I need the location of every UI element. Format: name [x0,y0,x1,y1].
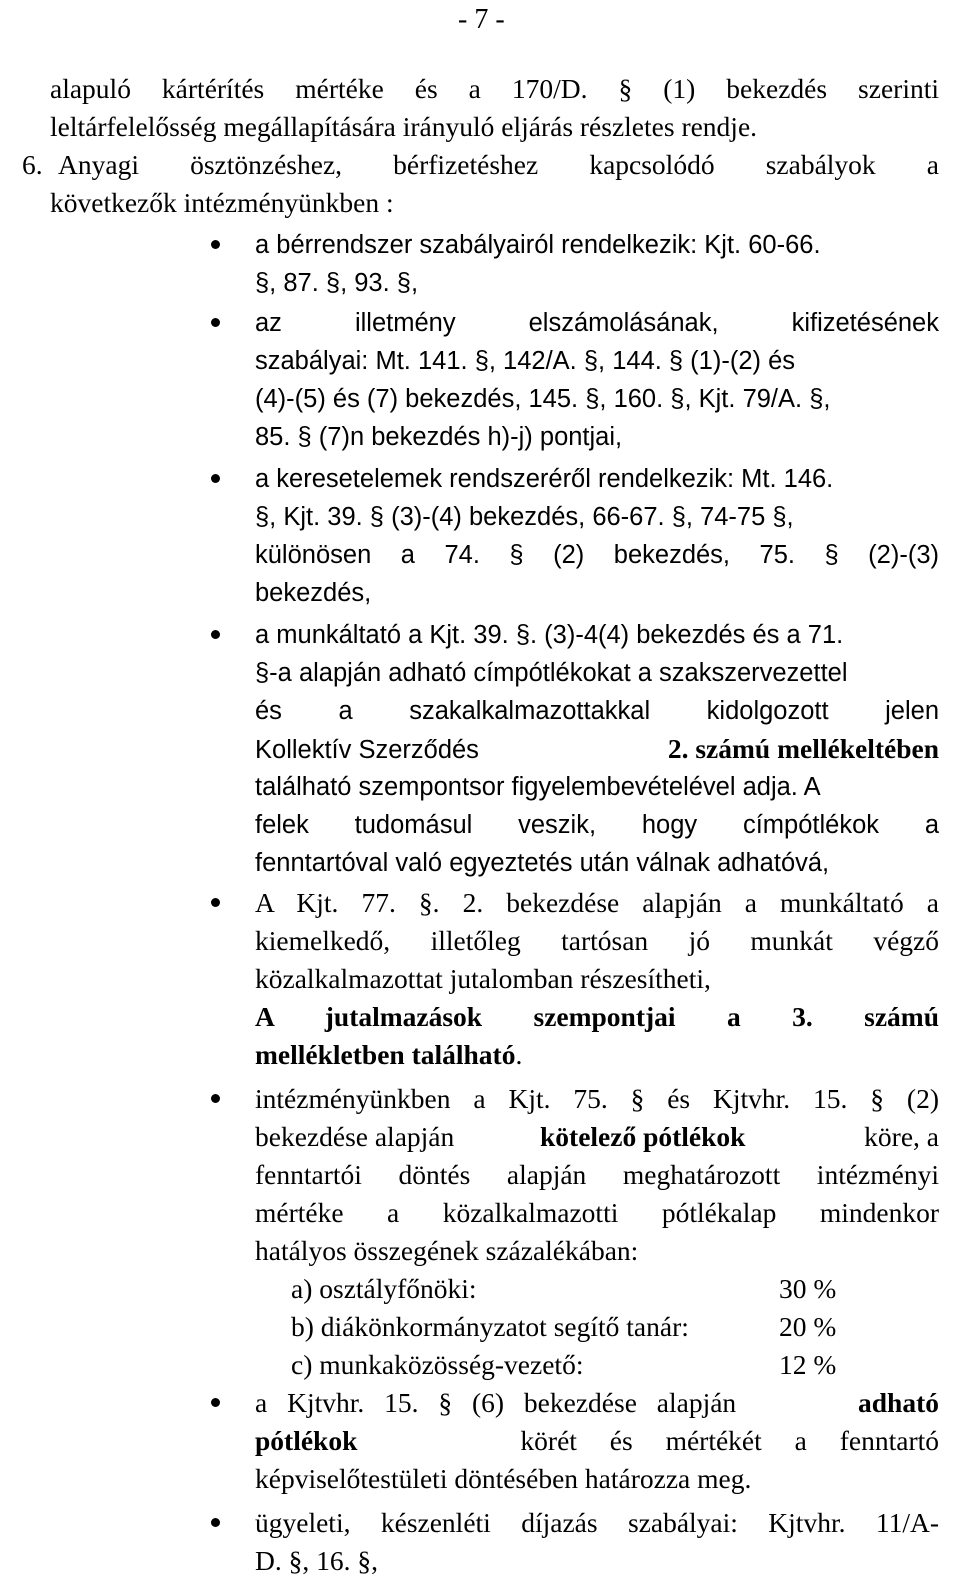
text-line: képviselőtestületi döntésében határozza meg. [255,1463,752,1494]
text-line: hatályos összegének százalékában: [255,1235,639,1266]
bold-fragment: adható [858,1387,939,1418]
text-line: §-a alapján adható címpótlékokat a szakszervezettel [255,659,848,687]
list-item [291,1346,891,1384]
text-line: 85. § (7)n bekezdés h)-j) pontjai, [255,423,623,451]
text-fragment: köre, a [864,1121,939,1152]
list-number: 6. [22,149,43,180]
bullet-icon [211,240,220,249]
bold-fragment: mellékletben található [255,1039,516,1070]
text-line: D. §, 16. §, [255,1545,378,1576]
text-fragment: a Kjtvhr. 15. § (6) bekezdése alapján [255,1387,737,1418]
bullet-icon [211,1518,220,1527]
page-number: - 7 - [458,4,505,35]
bullet-icon [211,474,220,483]
text-line: ügyeleti, készenléti díjazás szabályai: Kjtvhr. 11/A- [255,1507,939,1538]
bold-fragment: pótlékok [255,1425,358,1456]
text-line: Anyagi ösztönzéshez, bérfizetéshez kapcsolódó szabályok a [58,149,939,180]
text-line [255,1036,522,1074]
text-line [255,1118,939,1156]
text-line: közalkalmazottat jutalomban részesítheti, [255,963,711,994]
bold-fragment: kötelező pótlékok [540,1121,746,1152]
text-line: §, 87. §, 93. §, [255,269,419,297]
text-fragment: . [515,1039,523,1070]
text-fragment: körét és mértékét a fenntartó [520,1425,939,1456]
text-line: bekezdés, [255,579,372,607]
list-item [291,1308,891,1346]
text-line: intézményünkben a Kjt. 75. § és Kjtvhr. 15. § (2) [255,1083,939,1114]
bullet-icon [211,1094,220,1103]
text-line [255,1384,939,1422]
text-line: az illetmény elszámolásának, kifizetésének [255,309,939,337]
text-fragment: Kollektív Szerződés [255,736,479,764]
list-item [291,1270,891,1308]
text-line: alapuló kártérítés mértéke és a 170/D. § (1) bekezdés szerinti [50,73,939,104]
text-line: a bérrendszer szabályairól rendelkezik: Kjt. 60-66. [255,231,821,259]
text-line: (4)-(5) és (7) bekezdés, 145. §, 160. §, Kjt. 79/A. §, [255,385,831,413]
text-line: a keresetelemek rendszeréről rendelkezik: Mt. 146. [255,465,834,493]
text-line: felek tudomásul veszik, hogy címpótlékok a [255,811,939,839]
text-line: fenntartói döntés alapján meghatározott intézményi [255,1159,939,1190]
text-line: mértéke a közalkalmazotti pótlékalap mindenkor [255,1197,939,1228]
text-line: A Kjt. 77. §. 2. bekezdése alapján a munkáltató a [255,887,939,918]
bullet-icon [211,1398,220,1407]
text-line: fenntartóval való egyeztetés után válnak adhatóvá, [255,849,830,877]
bold-fragment: 2. számú mellékeltében [667,733,939,764]
list-item-label: c) munkaközösség-vezető: [291,1349,584,1380]
text-fragment: bekezdése alapján [255,1121,455,1152]
text-line: kiemelkedő, illetőleg tartósan jó munkát végző [255,925,939,956]
text-line: leltárfelelősség megállapítására irányuló eljárás részletes rendje. [50,111,758,142]
text-line: a munkáltató a Kjt. 39. §. (3)-4(4) bekezdés és a 71. [255,621,844,649]
list-item-value: 20 % [779,1311,837,1342]
text-line: szabályai: Mt. 141. §, 142/A. §, 144. § (1)-(2) és [255,347,796,375]
text-line: és a szakalkalmazottakkal kidolgozott jelen [255,697,939,725]
list-item-label: b) diákönkormányzatot segítő tanár: [291,1311,689,1342]
bullet-icon [211,898,220,907]
list-item-label: a) osztályfőnöki: [291,1273,477,1304]
list-item-value: 30 % [779,1273,837,1304]
text-line [255,730,939,768]
text-line [255,1422,939,1460]
bullet-icon [211,630,220,639]
bullet-icon [211,318,220,327]
text-line: különösen a 74. § (2) bekezdés, 75. § (2)-(3) [255,541,939,569]
text-line: §, Kjt. 39. § (3)-(4) bekezdés, 66-67. §, 74-75 §, [255,503,794,531]
text-line: található szempontsor figyelembevételével adja. A [255,773,821,801]
text-line: következők intézményünkben : [50,187,394,218]
bold-text-line: A jutalmazások szempontjai a 3. számú [255,1001,939,1032]
list-item-value: 12 % [779,1349,837,1380]
